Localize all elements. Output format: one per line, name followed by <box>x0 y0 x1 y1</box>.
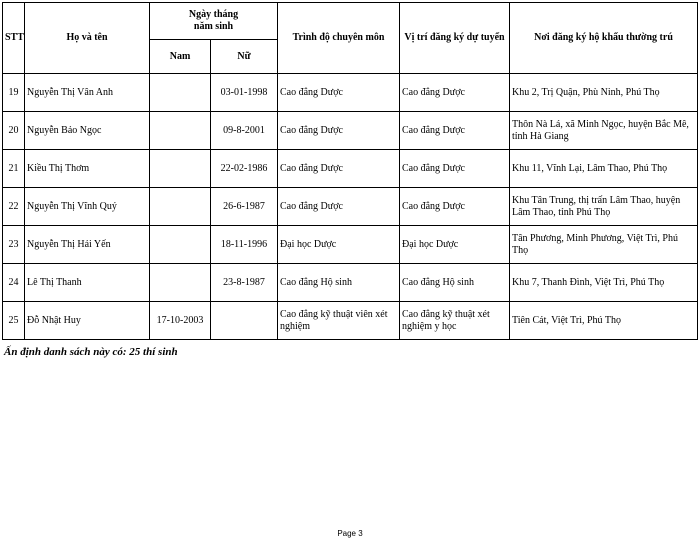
header-dob-male: Nam <box>150 40 211 74</box>
table-row <box>3 226 698 264</box>
header-qualification: Trình độ chuyên môn <box>278 3 400 74</box>
row-qualification: Cao đẳng Dược <box>278 188 400 226</box>
row-dob-female <box>211 302 278 340</box>
row-name: Kiều Thị Thơm <box>25 150 150 188</box>
row-qualification: Cao đẳng Dược <box>278 74 400 112</box>
row-position: Cao đẳng kỹ thuật xét nghiệm y học <box>400 302 510 340</box>
row-dob-female: 23-8-1987 <box>211 264 278 302</box>
row-position: Cao đẳng Hộ sinh <box>400 264 510 302</box>
row-name: Nguyễn Thị Vĩnh Quý <box>25 188 150 226</box>
row-residence: Khu 2, Trị Quận, Phù Ninh, Phú Thọ <box>510 74 698 112</box>
header-residence: Nơi đăng ký hộ khẩu thường trú <box>510 3 698 74</box>
page-number: Page 3 <box>337 529 363 538</box>
table-row <box>3 150 698 188</box>
row-name: Lê Thị Thanh <box>25 264 150 302</box>
row-qualification: Cao đẳng Dược <box>278 112 400 150</box>
row-position: Đại học Dược <box>400 226 510 264</box>
row-dob-male <box>150 264 211 302</box>
row-residence: Tân Phương, Minh Phương, Việt Trì, Phú Thọ <box>510 226 698 264</box>
row-residence: Khu 11, Vĩnh Lại, Lâm Thao, Phú Thọ <box>510 150 698 188</box>
row-dob-male <box>150 112 211 150</box>
table-row <box>3 112 698 150</box>
row-dob-female: 09-8-2001 <box>211 112 278 150</box>
table-row <box>3 302 698 340</box>
row-qualification: Cao đẳng kỹ thuật viên xét nghiệm <box>278 302 400 340</box>
row-stt: 24 <box>3 264 25 302</box>
row-residence: Tiên Cát, Việt Trì, Phú Thọ <box>510 302 698 340</box>
row-dob-female: 26-6-1987 <box>211 188 278 226</box>
header-name: Họ và tên <box>25 3 150 74</box>
table-row <box>3 74 698 112</box>
row-stt: 21 <box>3 150 25 188</box>
row-residence: Thôn Nà Lá, xã Minh Ngọc, huyện Bắc Mê, tỉnh Hà Giang <box>510 112 698 150</box>
row-position: Cao đẳng Dược <box>400 112 510 150</box>
row-stt: 19 <box>3 74 25 112</box>
summary-note: Ấn định danh sách này có: 25 thí sinh <box>4 346 178 358</box>
header-dob-female: Nữ <box>211 40 278 74</box>
row-name: Nguyễn Bảo Ngọc <box>25 112 150 150</box>
header-dob: Ngày tháng năm sinh <box>150 3 278 40</box>
row-residence: Khu Tân Trung, thị trấn Lâm Thao, huyện Lâm Thao, tỉnh Phú Thọ <box>510 188 698 226</box>
row-name: Nguyễn Thị Vân Anh <box>25 74 150 112</box>
row-stt: 22 <box>3 188 25 226</box>
candidate-table <box>2 2 698 340</box>
row-dob-female: 03-01-1998 <box>211 74 278 112</box>
header-position: Vị trí đăng ký dự tuyển <box>400 3 510 74</box>
row-name: Nguyễn Thị Hải Yến <box>25 226 150 264</box>
row-position: Cao đẳng Dược <box>400 74 510 112</box>
row-dob-male <box>150 150 211 188</box>
row-residence: Khu 7, Thanh Đình, Việt Trì, Phú Thọ <box>510 264 698 302</box>
row-stt: 25 <box>3 302 25 340</box>
row-stt: 23 <box>3 226 25 264</box>
table-row <box>3 188 698 226</box>
row-position: Cao đẳng Dược <box>400 188 510 226</box>
row-qualification: Đại học Dược <box>278 226 400 264</box>
header-stt: STT <box>3 3 25 74</box>
table-row <box>3 264 698 302</box>
row-dob-female: 18-11-1996 <box>211 226 278 264</box>
row-name: Đỗ Nhật Huy <box>25 302 150 340</box>
row-dob-female: 22-02-1986 <box>211 150 278 188</box>
row-dob-male <box>150 226 211 264</box>
row-position: Cao đẳng Dược <box>400 150 510 188</box>
row-dob-male: 17-10-2003 <box>150 302 211 340</box>
row-dob-male <box>150 188 211 226</box>
row-qualification: Cao đẳng Hộ sinh <box>278 264 400 302</box>
row-stt: 20 <box>3 112 25 150</box>
row-qualification: Cao đẳng Dược <box>278 150 400 188</box>
row-dob-male <box>150 74 211 112</box>
